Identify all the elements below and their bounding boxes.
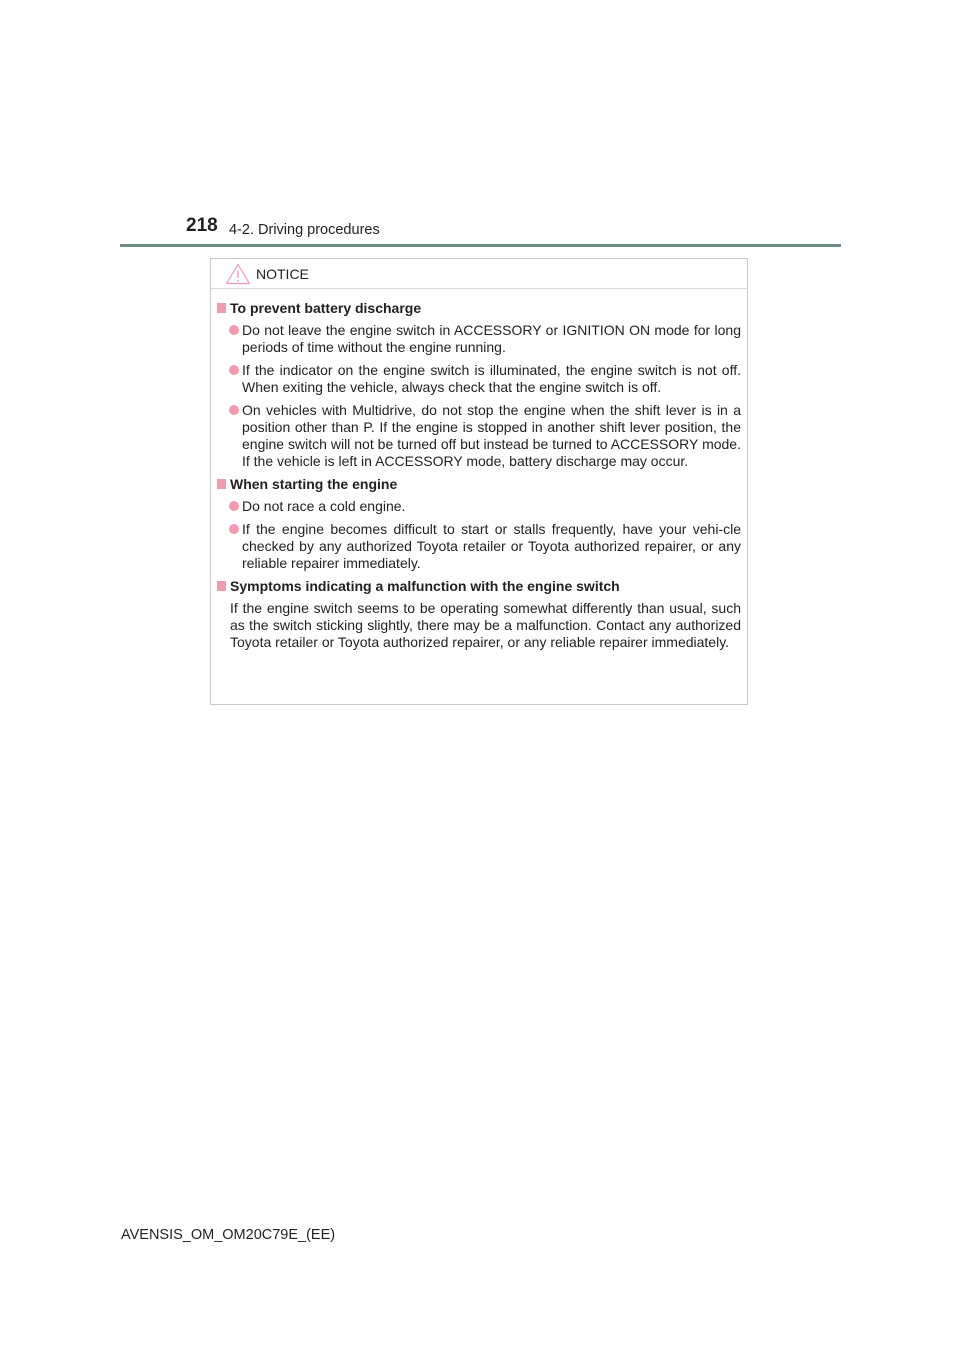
notice-label: NOTICE <box>256 266 309 282</box>
section-title: 4-2. Driving procedures <box>229 222 380 238</box>
round-bullet-icon <box>229 365 239 375</box>
section-heading <box>217 300 741 317</box>
document-code: AVENSIS_OM_OM20C79E_(EE) <box>121 1227 336 1243</box>
heading-text: To prevent battery discharge <box>230 300 422 316</box>
header-divider <box>120 244 841 247</box>
paragraph: If the engine switch seems to be operating somewhat differently than usual, such as the switch sticking slightly, there may be a malfunction. Contact any authorized Toyota retailer or Toyota authorized repairer, or any reliable repairer immediately. <box>230 600 741 650</box>
section-heading <box>217 578 741 595</box>
warning-triangle-icon <box>225 263 251 285</box>
list-item-text: Do not race a cold engine. <box>242 498 406 514</box>
page-number: 218 <box>186 215 218 236</box>
list-item <box>217 322 741 356</box>
notice-body <box>211 289 747 651</box>
notice-box <box>210 258 748 705</box>
list-item-text: If the engine becomes difficult to start or stalls frequently, have your vehi-cle checked by any authorized Toyota retailer or Toyota authorized repairer, or any reliable repairer immediately. <box>242 521 741 571</box>
square-bullet-icon <box>217 303 226 313</box>
round-bullet-icon <box>229 405 239 415</box>
round-bullet-icon <box>229 524 239 534</box>
square-bullet-icon <box>217 479 226 489</box>
list-item <box>217 362 741 396</box>
list-item-text: Do not leave the engine switch in ACCESSORY or IGNITION ON mode for long periods of time without the engine running. <box>242 322 741 355</box>
list-item-text: On vehicles with Multidrive, do not stop the engine when the shift lever is in a position other than P. If the engine is stopped in another shift lever position, the engine switch will not be turned off but instead be turned to ACCESSORY mode. If the vehicle is left in ACCESSORY mode, battery discharge may occur. <box>242 402 741 469</box>
section-heading <box>217 476 741 493</box>
list-item <box>217 521 741 572</box>
list-item <box>217 498 741 515</box>
heading-text: Symptoms indicating a malfunction with the engine switch <box>230 578 620 594</box>
heading-text: When starting the engine <box>230 476 398 492</box>
round-bullet-icon <box>229 501 239 511</box>
list-item <box>217 402 741 470</box>
round-bullet-icon <box>229 325 239 335</box>
list-item-text: If the indicator on the engine switch is illuminated, the engine switch is not off. When exiting the vehicle, always check that the engine switch is off. <box>242 362 741 395</box>
notice-header <box>211 259 747 289</box>
square-bullet-icon <box>217 581 226 591</box>
